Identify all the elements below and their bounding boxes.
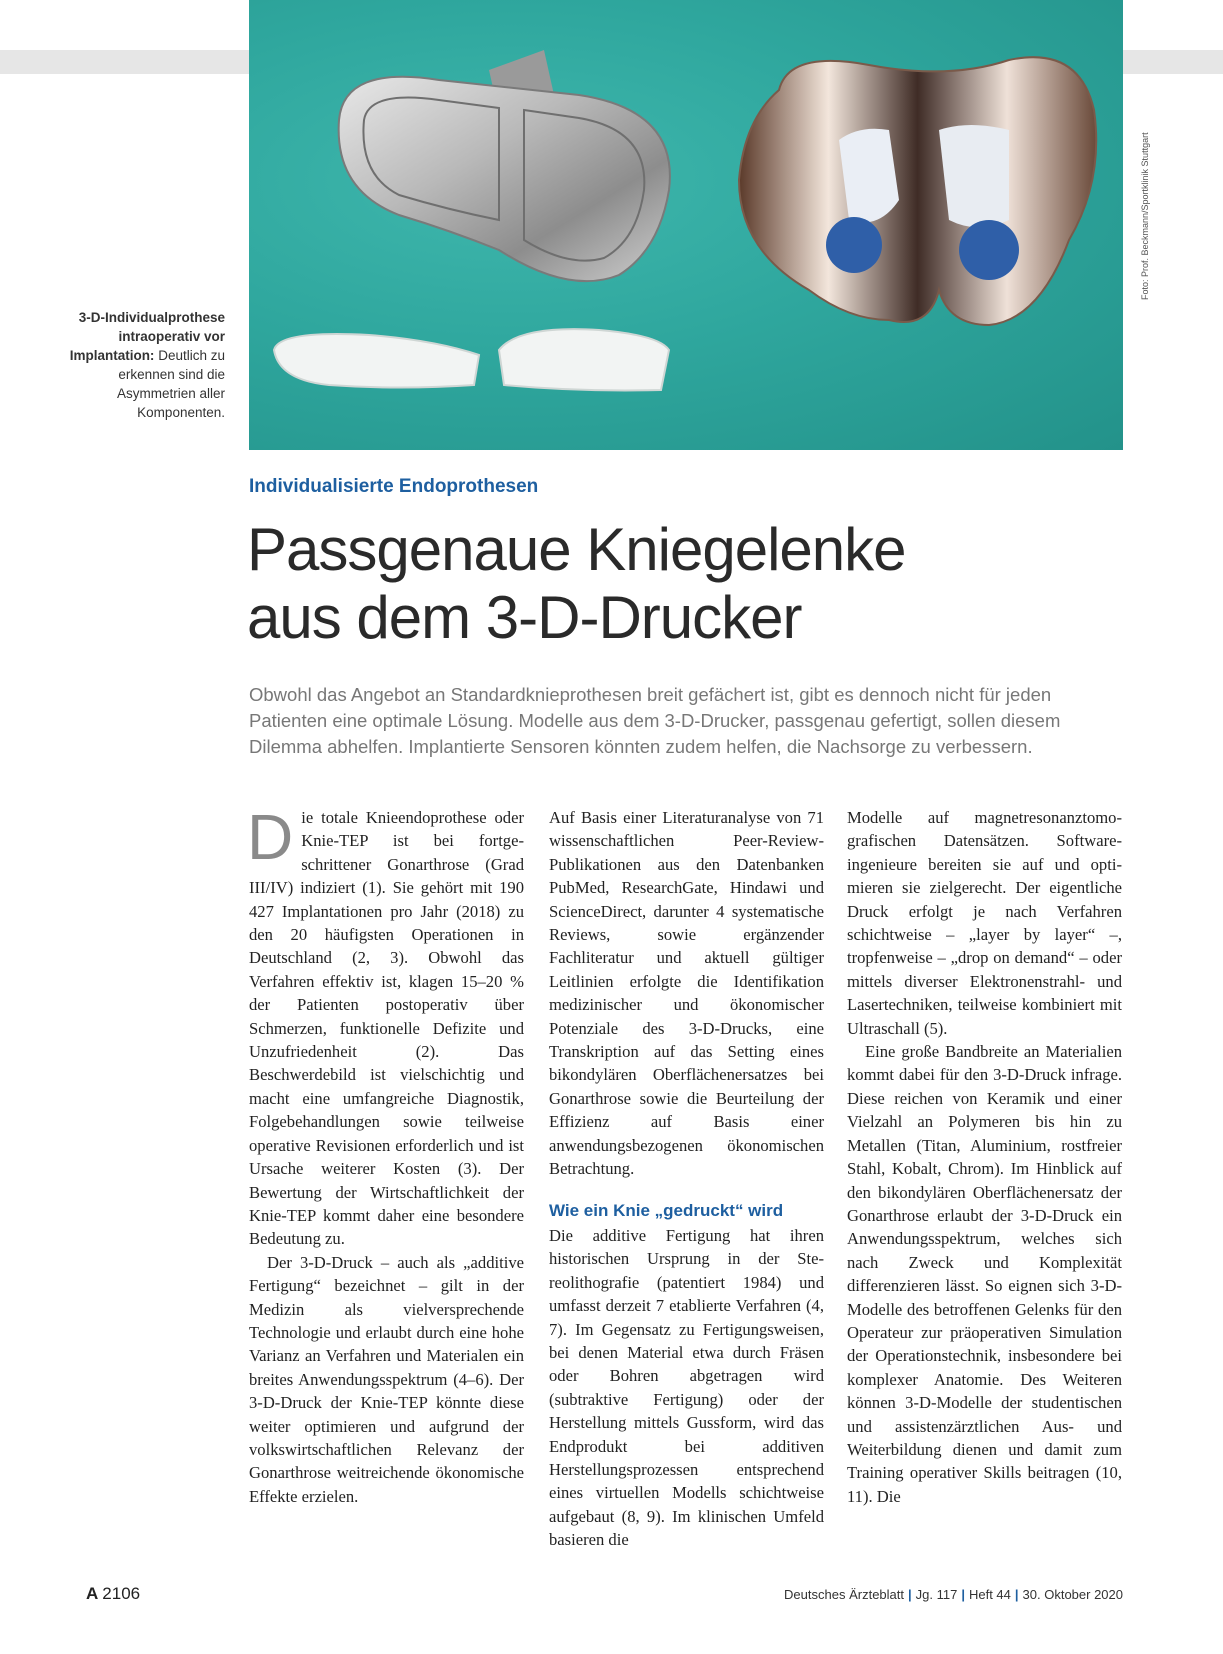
figure-caption: [65, 308, 225, 422]
drop-cap: D: [247, 801, 294, 873]
article-kicker: Individualisierte Endoprothesen: [249, 476, 539, 497]
page-letter: A: [86, 1584, 99, 1603]
paragraph: [247, 801, 524, 1251]
prosthesis-photo: [249, 0, 1123, 450]
article-title-line-1: Passgenaue Kniegelenke: [247, 516, 906, 583]
journal-issue: Heft 44: [968, 1587, 1011, 1602]
text-column-1: [247, 801, 524, 1508]
paragraph-text: ie totale Knieendoprothese oder Knie-TEP ist bei fortgeschrittener Gonarthrose (Grad III/IV) indiziert (1). Sie gehört mit 190 427 Implantationen pro Jahr (2018) zu den 20 häufigsten Operationen in Deutschland (2, 3). Obwohl das Verfahren effektiv ist, klagen 15–20 % der Patienten postoperativ über Schmerzen, funktionelle Defizite und Unzufriedenheit (2). Das Beschwerdebild ist vielschichtig und macht eine umfangreiche Diagnostik, Folgebehandlungen sowie teilweise operative Revisionen erforderlich und ist Ursache weiterer Kosten (3). Der Bewertung der Wirtschaftlichkeit der Knie-TEP kommt daher eine besondere Bedeutung zu.: [249, 808, 524, 1249]
paragraph: Der 3-D-Druck – auch als „additive Fertigung“ bezeichnet – gilt in der Medizin als vielversprechende Technologie und erlaubt durch eine hohe Varianz an Verfahren und Materialen ein breites Anwendungsspektrum (4–6). Der 3-D-Druck der Knie-TEP könnte diese weiter optimieren und aufgrund der volkswirtschaftlichen Relevanz der Gonarthrose weitreichende ökonomische Effekte erzielen.: [249, 1252, 524, 1506]
article-title: [247, 516, 1147, 652]
polyethylene-insert-left: [274, 334, 479, 388]
journal-footer: [784, 1587, 1123, 1602]
polyethylene-insert-right: [499, 329, 669, 390]
separator: |: [961, 1587, 965, 1602]
text-column-3: [847, 806, 1122, 1508]
paragraph: Eine große Bandbreite an Materialien kommt dabei für den 3-D-Druck infrage. Diese reichen von Keramik und einer Vielzahl an Polymeren bis hin zu Metallen (Titan, Aluminium, rostfreier Stahl, Kobalt, Chrom). Im Hinblick auf den bikondylären Oberflächenersatz der Gonarthrose erlaubt der 3-D-Druck ein Anwendungsspektrum, welches sich nach Zweck und Komplexität differenzieren lässt. So eignen sich 3-D-Modelle des betroffenen Gelenks für den Operateur zur präoperativen Simulation der Operationstechnik, insbesondere bei komplexer Anatomie. Des Weiteren können 3-D-Modelle der studentischen und assistenzärztlichen Aus- und Weiterbildung dienen und damit zum Training operativer Skills beitragen (10, 11). Die: [847, 1042, 1122, 1506]
figure-caption-title: 3-D-Individualprothese intraoperativ vor Implantation:: [69, 310, 225, 363]
paragraph: Die additive Fertigung hat ihren historischen Ursprung in der Stereolithografie (patentiert 1984) und umfasst derzeit 7 etablierte Verfahren (4, 7). Im Gegensatz zu Fertigungsweisen, bei denen Material etwa durch Fräsen oder Bohren abgetragen wird (subtraktive Fertigung) oder der Herstellung mittels Gussform, wird das Endprodukt bei additiven Herstellungsprozessen entsprechend eines virtuellen Modells schichtweise aufgebaut (8, 9). Im klinischen Umfeld basieren die: [549, 1225, 824, 1550]
article-title-line-2: aus dem 3-D-Drucker: [247, 584, 802, 651]
article-lead: Obwohl das Angebot an Standardknieprothesen breit gefächert ist, gibt es dennoch nicht für jeden Patienten eine optimale Lösung. Modelle aus dem 3-D-Drucker, passgenau gefertigt, sollen diesem Dilemma abhelfen. Implantierte Sensoren könnten zudem helfen, die Nachsorge zu verbessern.: [249, 684, 1061, 757]
journal-date: 30. Oktober 2020: [1022, 1587, 1123, 1602]
separator: |: [1014, 1587, 1019, 1602]
tibial-tray: [339, 77, 670, 281]
prosthesis-illustration: [249, 0, 1123, 450]
figure-caption-text: Deutlich zu erkennen sind die Asymmetrien aller Komponenten.: [116, 348, 225, 420]
text-column-2: [549, 806, 824, 1552]
photo-credit: Foto: Prof. Beckmann/Sportklinik Stuttgart: [1140, 132, 1150, 300]
journal-volume: Jg. 117: [915, 1587, 958, 1602]
page-number: [86, 1584, 140, 1604]
paragraph: Modelle auf magnetresonanztomografischen Datensätzen. Softwareingenieure bereiten sie auf und optimieren sie zielgerecht. Der eigentliche Druck erfolgt je nach Verfahren schichtweise – „layer by layer“ –, tropfenweise – „drop on demand“ – oder mittels diverser Elektronenstrahl- und Lasertechniken, teilweise kombiniert mit Ultraschall (5).: [847, 808, 1122, 1038]
section-heading: Wie ein Knie „gedruckt“ wird: [549, 1200, 784, 1220]
journal-name: Deutsches Ärzteblatt: [784, 1587, 904, 1602]
paragraph: Auf Basis einer Literaturanalyse von 71 wissenschaftlichen Peer-Review-Publikationen aus den Datenbanken PubMed, ResearchGate, Hindawi und ScienceDirect, darunter 4 systematische Reviews, sowie ergänzender Fachliteratur und aktuell gültiger Leitlinien erfolgte die Identifikation medizinischer und ökonomischer Potenziale des 3-D-Drucks, eine Transkription auf das Setting eines bikondylären Oberflächenersatzes bei Gonarthrose sowie die Beurteilung der Effizienz auf Basis einer anwendungsbezogenen ökonomischen Betrachtung.: [549, 808, 824, 1179]
femoral-component: [739, 57, 1096, 325]
separator: |: [908, 1587, 912, 1602]
page-number-value: 2106: [102, 1584, 141, 1603]
